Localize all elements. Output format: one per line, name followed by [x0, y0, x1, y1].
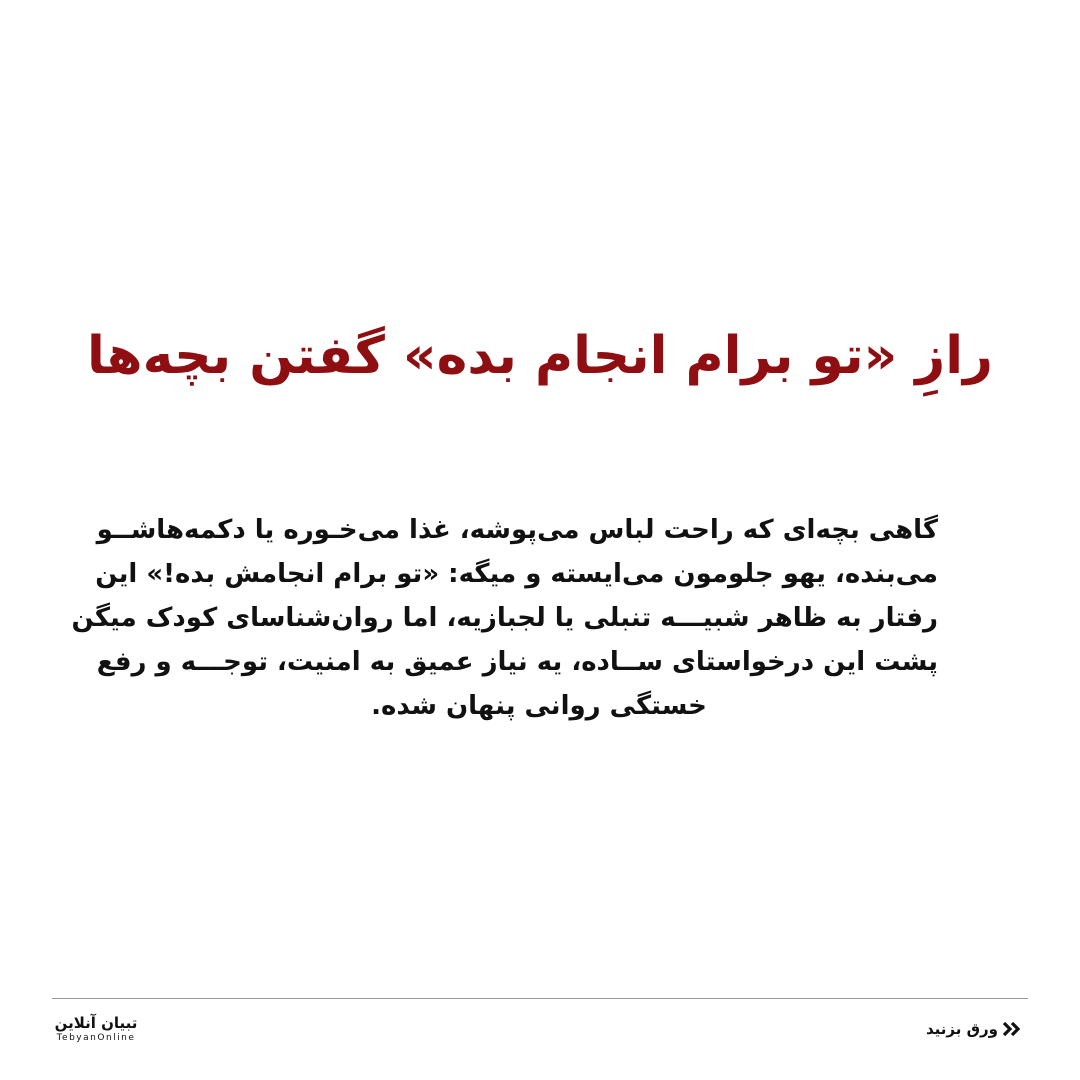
brand-logo	[54, 1014, 138, 1046]
brand-logo-persian: تبیان آنلاین	[54, 1014, 138, 1032]
swipe-label[interactable]: ورق بزنید	[926, 1020, 998, 1038]
body-line: می‌بنده، یهو جلومون می‌ایسته و میگه: «تو برام انجامش بده!» این	[95, 559, 938, 589]
page-title: رازِ «تو برام انجام بده» گفتن بچه‌ها	[87, 326, 993, 386]
footer-divider	[52, 998, 1028, 999]
brand-logo-english: TebyanOnline	[56, 1033, 136, 1043]
body-line: گاهی بچه‌ای که راحت لباس می‌پوشه، غذا می‌خـوره یا دکمه‌هاشــو	[96, 515, 938, 545]
double-chevron-right-icon	[1002, 1021, 1022, 1037]
body-line: پشت این درخواستای ســاده، یه نیاز عمیق به امنیت، توجـــه و رفع	[96, 647, 938, 677]
swipe-next-button[interactable]	[926, 1016, 1022, 1042]
body-line: رفتار به ظاهر شبیـــه تنبلی یا لجبازیه، اما روان‌شناسای کودک میگن	[71, 603, 938, 633]
body-line: خستگی روانی پنهان شده.	[371, 691, 707, 721]
body-paragraph	[71, 508, 938, 728]
